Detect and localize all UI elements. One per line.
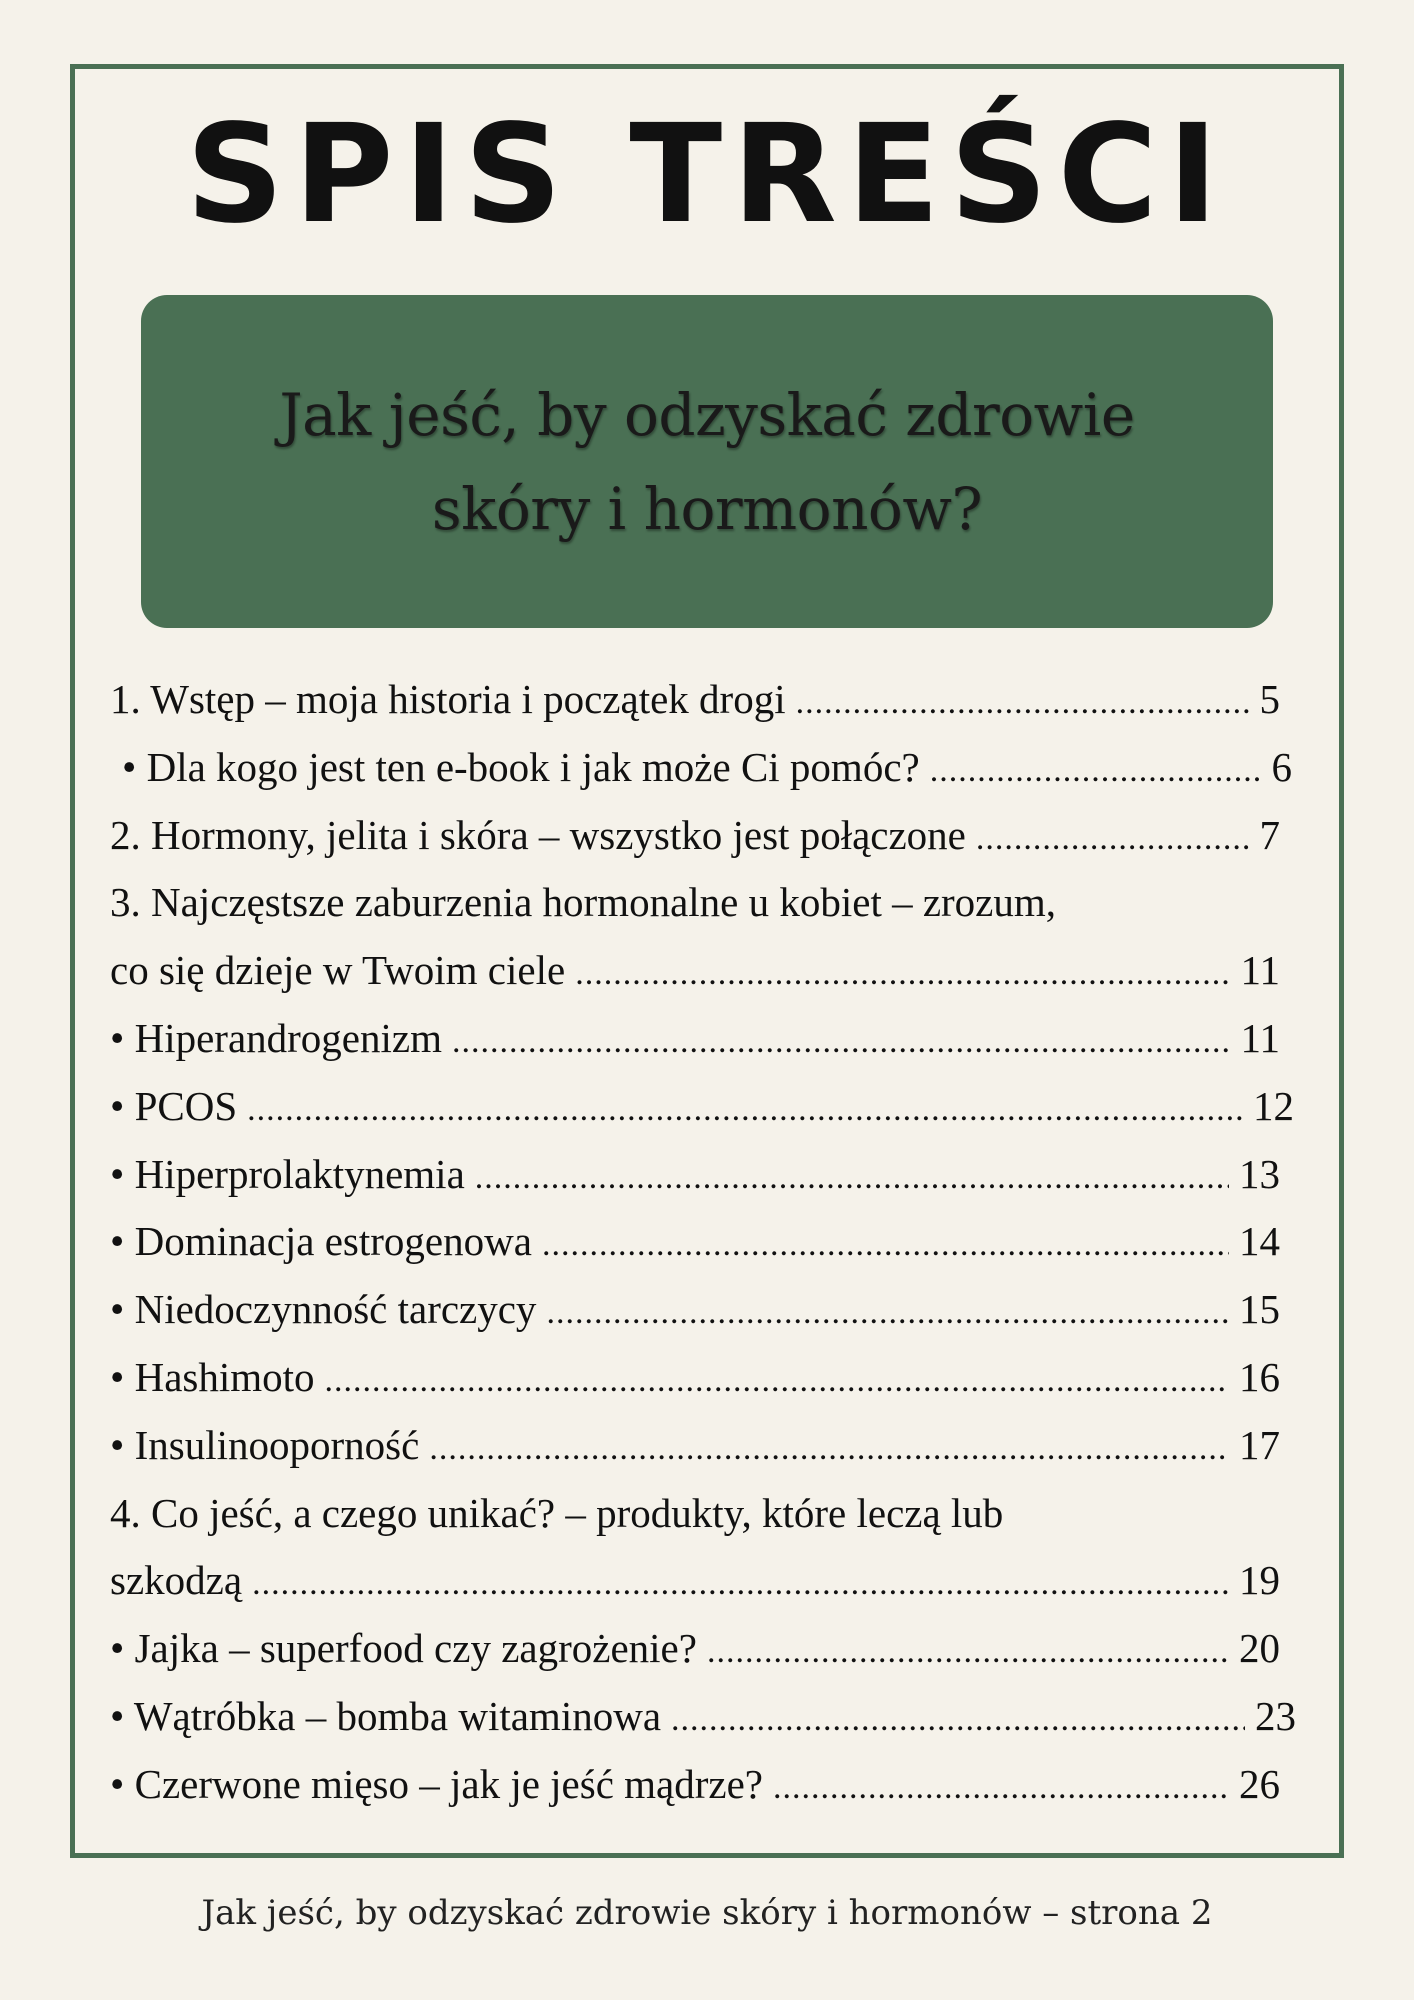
toc-page-number: 19 [1239,1557,1280,1604]
toc-page-number: 6 [1271,743,1292,790]
toc-dot-leader [976,805,1250,873]
toc-entry-line [110,1547,1280,1615]
toc-entry[interactable] [110,1276,1310,1344]
toc-entry[interactable] [110,1412,1310,1480]
toc-dot-leader [475,1144,1229,1212]
toc-dot-leader [796,669,1250,737]
toc-entry[interactable] [110,1344,1310,1412]
toc-entry[interactable] [110,1751,1310,1819]
toc-entry-label: • Insulinooporność [110,1421,420,1468]
toc-page-number: 12 [1253,1082,1294,1129]
toc-entry-line [110,1412,1280,1480]
toc-entry-label: • PCOS [110,1082,238,1129]
toc-entry[interactable] [110,734,1310,802]
toc-page-number: 17 [1239,1421,1280,1468]
toc-entry-line [110,1480,1310,1548]
toc-page-number: 7 [1259,811,1280,858]
toc-entry-label: • Dla kogo jest ten e-book i jak może Ci pomóc? [122,743,920,790]
toc-entry-label: • Hiperandrogenizm [110,1014,442,1061]
toc-dot-leader [542,1211,1229,1279]
toc-entry-label: • Czerwone mięso – jak je jeść mądrze? [110,1760,763,1807]
toc-entry[interactable] [110,666,1310,734]
toc-entry[interactable] [110,869,1310,937]
toc-dot-leader [252,1550,1229,1618]
toc-entry-line [110,734,1292,802]
toc-entry-label: • Hiperprolaktynemia [110,1150,465,1197]
toc-page-number: 11 [1240,947,1280,994]
toc-entry-line [110,1276,1280,1344]
toc-entry-line [110,1208,1280,1276]
toc-dot-leader [325,1347,1229,1415]
toc-entry[interactable] [110,1005,1310,1073]
toc-dot-leader [930,737,1262,805]
toc-entry-line [110,1751,1280,1819]
toc-page-number: 11 [1240,1014,1280,1061]
toc-page-number: 20 [1239,1625,1280,1672]
toc-entry[interactable] [110,1141,1310,1209]
ebook-title-banner [141,295,1273,628]
toc-entry[interactable] [110,1683,1310,1751]
toc-entry[interactable] [110,1480,1310,1548]
toc-entry[interactable] [110,1073,1310,1141]
toc-entry-label: 1. Wstęp – moja historia i początek drogi [110,676,786,722]
toc-entry[interactable] [110,802,1310,870]
toc-entry-label: • Niedoczynność tarczycy [110,1286,537,1333]
toc-entry-line [110,1141,1280,1209]
toc-dot-leader [575,940,1230,1008]
banner-title-line-1: Jak jeść, by odzyskać zdrowie [279,380,1135,449]
toc-entry[interactable] [110,937,1310,1005]
toc-page-number: 14 [1239,1218,1280,1265]
toc-dot-leader [773,1754,1229,1822]
toc-entry-line [110,869,1310,937]
toc-entry-line [110,1683,1296,1751]
toc-dot-leader [452,1008,1231,1076]
toc-dot-leader [671,1686,1245,1754]
toc-page-number: 26 [1239,1760,1280,1807]
toc-entry-label: • Hashimoto [110,1353,315,1400]
toc-dot-leader [247,1076,1243,1144]
page-footer: Jak jeść, by odzyskać zdrowie skóry i hormonów – strona 2 [201,1893,1213,1933]
toc-page-number: 23 [1255,1692,1296,1739]
toc-page-number: 13 [1239,1150,1280,1197]
toc-entry-label: 3. Najczęstsze zaburzenia hormonalne u kobiet – zrozum, [110,879,1057,926]
toc-entry-line [110,1615,1280,1683]
toc-entry-line [110,802,1280,870]
toc-entry-line [110,1344,1280,1412]
table-of-contents [110,666,1310,1819]
toc-entry-line [110,937,1280,1005]
page-title: SPIS TREŚCI [185,96,1229,254]
toc-entry-line [110,1005,1280,1073]
toc-page-number: 16 [1239,1353,1280,1400]
toc-dot-leader [429,1415,1229,1483]
toc-entry[interactable] [110,1208,1310,1276]
toc-dot-leader [546,1279,1229,1347]
toc-entry-label: 2. Hormony, jelita i skóra – wszystko jest połączone [110,811,966,858]
toc-entry-label: • Dominacja estrogenowa [110,1218,532,1265]
toc-dot-leader [707,1618,1229,1686]
toc-entry-label: • Jajka – superfood czy zagrożenie? [110,1625,697,1672]
toc-entry-line [110,666,1280,734]
toc-entry-label: • Wątróbka – bomba witaminowa [110,1692,662,1739]
toc-entry-line [110,1073,1294,1141]
toc-page-number: 5 [1259,676,1280,722]
toc-entry-label: 4. Co jeść, a czego unikać? – produkty, które leczą lub [110,1489,1004,1536]
toc-entry[interactable] [110,1615,1310,1683]
toc-entry[interactable] [110,1547,1310,1615]
toc-page-number: 15 [1239,1286,1280,1333]
banner-title-line-2: skóry i hormonów? [431,474,983,543]
toc-entry-label: szkodzą [110,1557,243,1604]
toc-entry-label: co się dzieje w Twoim ciele [110,947,566,994]
